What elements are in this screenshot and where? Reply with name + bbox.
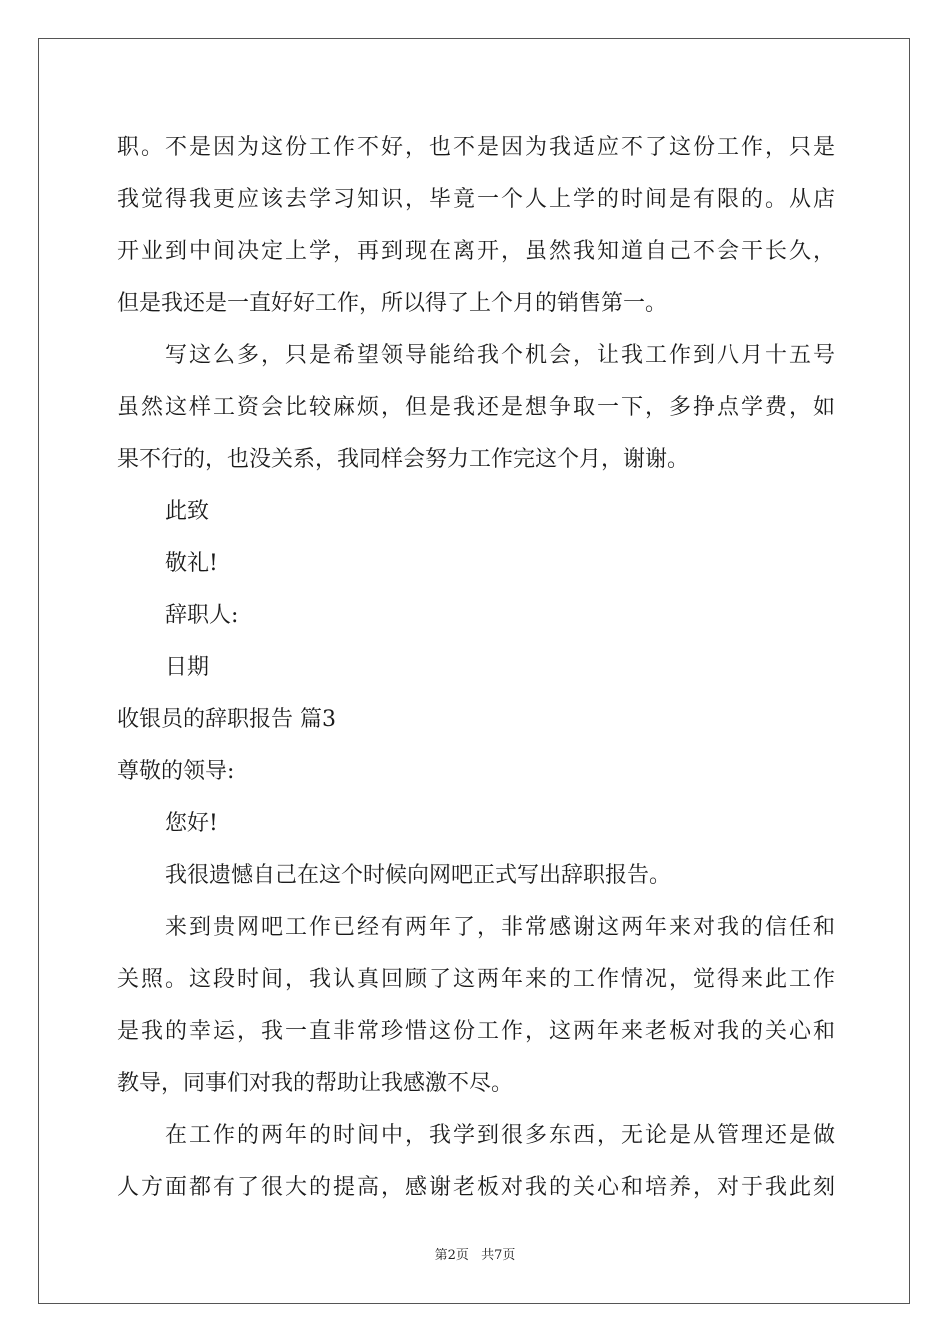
document-body [117,128,835,1220]
text-line: 果不行的，也没关系，我同样会努力工作完这个月，谢谢。 [117,447,690,472]
text-line: 虽然这样工资会比较麻烦，但是我还是想争取一下，多挣点学费，如 [117,395,835,420]
text-line: 写这么多，只是希望领导能给我个机会，让我工作到八月十五号 [165,343,835,368]
text-line: 人方面都有了很大的提高，感谢老板对我的关心和培养，对于我此刻 [117,1175,835,1200]
text-line: 我觉得我更应该去学习知识，毕竟一个人上学的时间是有限的。从店 [117,187,835,212]
text-line: 关照。这段时间，我认真回顾了这两年来的工作情况，觉得来此工作 [117,967,835,992]
date-label: 日期 [165,655,210,680]
closing-regards: 敬礼! [165,551,218,576]
text-line: 教导，同事们对我的帮助让我感激不尽。 [117,1071,514,1096]
closing-salutation: 此致 [165,499,210,524]
greeting-recipient: 尊敬的领导: [117,759,235,784]
text-line: 是我的幸运，我一直非常珍惜这份工作，这两年来老板对我的关心和 [117,1019,835,1044]
greeting: 您好! [165,811,218,836]
signature-label: 辞职人: [165,603,239,628]
text-line: 开业到中间决定上学，再到现在离开，虽然我知道自己不会干长久， [117,239,835,264]
section-title: 收银员的辞职报告 篇3 [117,707,336,732]
text-line: 在工作的两年的时间中，我学到很多东西，无论是从管理还是做 [165,1123,835,1148]
text-line: 但是我还是一直好好工作，所以得了上个月的销售第一。 [117,291,668,316]
page-number-total: 共7页 [481,1248,516,1263]
text-line: 来到贵网吧工作已经有两年了，非常感谢这两年来对我的信任和 [165,915,835,940]
text-line: 职。不是因为这份工作不好，也不是因为我适应不了这份工作，只是 [117,135,835,160]
text-line: 我很遗憾自己在这个时候向网吧正式写出辞职报告。 [165,863,672,888]
page-number-current: 第2页 [434,1248,469,1263]
page-footer [0,1244,950,1263]
